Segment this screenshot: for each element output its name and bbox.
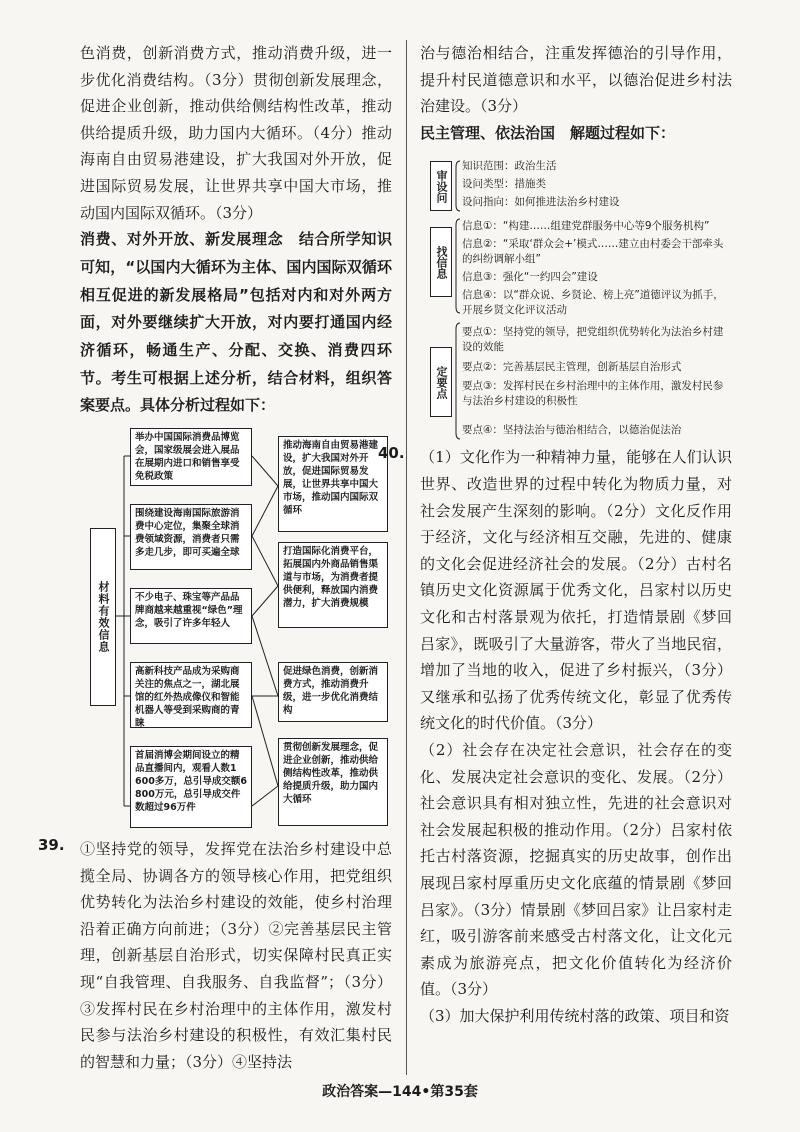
step-tag-points: 定要点	[430, 347, 452, 417]
flow-info-box: 不少电子、珠宝等产品品牌商越来越重视“绿色”理念，吸引了许多年轻人	[130, 588, 252, 644]
flow-info-box: 高新科技产品成为采购商关注的焦点之一，湖北展馆的红外热成像仪和智能机器人等受到采购商的青睐	[130, 662, 252, 728]
flow-conclusion-box: 贯彻创新发展理念，促进企业创新，推动供给侧结构性改革，推动供给提质升级，助力国内大循环	[278, 738, 388, 826]
step-tag-find: 找信息	[430, 227, 452, 297]
key-point: 要点③：发挥村民在乡村治理中的主体作用，激发村民参与法治乡村建设的积极性	[462, 380, 724, 408]
info-item: 信息①：“构建……组建党群服务中心等9个服务机构”	[462, 220, 710, 233]
review-item: 设问类型：措施类	[462, 178, 546, 191]
question-40-part-3: （3）加大保护利用传统村落的政策、项目和资	[420, 1006, 730, 1025]
analysis-flow-diagram	[90, 426, 392, 836]
question-39	[38, 836, 392, 1075]
analysis-paragraph: 消费、对外开放、新发展理念 结合所学知识可知，“以国内大循环为主体、国内国际双循环相互促进的新发展格局”包括对内和对外两方面，对外要继续扩大开放，对内要打通国内经济循环，畅通生产、分配、交换、消费四环节。考生可根据上述分析，结合材料，组织答案要点。具体分析过程如下：	[80, 230, 392, 415]
info-item: 信息③：强化“一约四会”建设	[462, 271, 598, 284]
flow-info-box: 举办中国国际消费品博览会，国家级展会进入展品在展期内进口和销售享受免税政策	[130, 428, 252, 486]
flow-conclusion-box: 打造国际化消费平台，拓展国内外商品销售渠道与市场，为消费者提供便利，释放国内消费潜力，扩大消费规模	[278, 542, 388, 628]
question-39-answer: ①坚持党的领导，发挥党在法治乡村建设中总揽全局、协调各方的领导核心作用，把党组织优势转化为法治乡村建设的效能，使乡村治理沿着正确方向前进；（3分）②完善基层民主管理，创新基层自治形式，切实保障村民真正实现“自我管理、自我服务、自我监督”；（3分）③发挥村民在乡村治理中的主体作用，激发村民参与法治乡村建设的积极性，有效汇集村民的智慧和力量；（3分）④坚持法	[80, 840, 392, 1071]
answer-paragraph: 色消费，创新消费方式，推动消费升级，进一步优化消费结构。（3分）贯彻创新发展理念，促进企业创新，推动供给侧结构性改革，推动供给提质升级，助力国内大循环。（4分）推动海南自由贸易港建设，扩大我国对外开放，促进国际贸易发展，让世界共享中国大市场，推动国内国际双循环。（3分）	[80, 44, 392, 222]
key-point: 要点①：坚持党的领导，把党组织优势转化为法治乡村建设的效能	[462, 326, 724, 354]
review-item: 知识范围：政治生活	[462, 160, 557, 173]
question-40-part-2: （2）社会存在决定社会意识，社会存在的变化、发展决定社会意识的变化、发展。（2分）社会意识具有相对独立性，先进的社会意识对社会发展起积极的推动作用。（2分）吕家村依托古村落资源，挖掘真实的历史故事，创作出展现吕家村厚重历史文化底蕴的情景剧《梦回吕家》。（3分）情景剧《梦回吕家》让吕家村走红，吸引游客前来感受古村落文化，让文化元素成为旅游亮点，把文化价值转化为经济价值。（3分）	[420, 741, 732, 999]
question-40-part-1: （1）文化作为一种精神力量，能够在人们认识世界、改造世界的过程中转化为物质力量，对社会发展产生深刻的影响。（2分）文化反作用于经济，文化与经济相互交融，先进的、健康的文化会促进经济社会的发展。（2分）古村名镇历史文化资源属于优秀文化，吕家村以历史文化和古村落景观为依托，打造情景剧《梦回吕家》，既吸引了大量游客，带火了当地民宿，增加了当地的收入，促进了乡村振兴，（3分）又继承和弘扬了优秀传统文化，彰显了优秀传统文化的时代价值。（3分）	[420, 448, 732, 733]
page-footer: 政治答案—144•第35套	[322, 1084, 478, 1100]
flow-source-label: 材料有效信息	[90, 528, 116, 706]
flow-conclusion-box: 推动海南自由贸易港建设，扩大我国对外开放，促进国际贸易发展，让世界共享中国大市场，推动国内国际双循环	[278, 436, 388, 532]
answer-paragraph: 治与德治相结合，注重发挥德治的引导作用，提升村民道德意识和水平，以德治促进乡村法治建设。（3分）	[420, 44, 732, 116]
question-number: 40.	[378, 444, 405, 463]
flow-conclusion-box: 促进绿色消费，创新消费方式，推动消费升级，进一步优化消费结构	[278, 662, 388, 722]
flow-info-box: 首届消博会期间设立的精品直播间内，观看人数1 600多万，总引导成交额6 800万元，总引导成交件数超过96万件	[130, 746, 252, 828]
step-tag-review: 审设问	[430, 161, 452, 211]
question-40	[378, 444, 732, 1029]
left-column	[38, 40, 392, 1075]
info-item: 信息④：以“群众说、乡贤论、榜上亮”道德评议为抓手，开展乡贤文化评议活动	[462, 289, 724, 317]
key-point: 要点②：完善基层民主管理，创新基层自治形式	[462, 361, 682, 374]
solution-process-diagram	[430, 157, 732, 444]
analysis-heading: 民主管理、依法治国 解题过程如下：	[420, 123, 676, 142]
question-number: 39.	[38, 836, 65, 855]
right-column	[378, 40, 732, 1030]
info-item: 信息②：“采取‘群众会+’模式……建立由村委会干部牵头的纠纷调解小组”	[462, 238, 724, 266]
flow-info-box: 围绕建设海南国际旅游消费中心定位，集聚全球消费领域资源，消费者只需多走几步，即可买遍全球	[130, 504, 252, 570]
key-point: 要点④：坚持法治与德治相结合，以德治促法治	[462, 424, 682, 437]
review-item: 设问指向：如何推进法治乡村建设	[462, 196, 620, 209]
column-divider	[406, 40, 407, 1075]
